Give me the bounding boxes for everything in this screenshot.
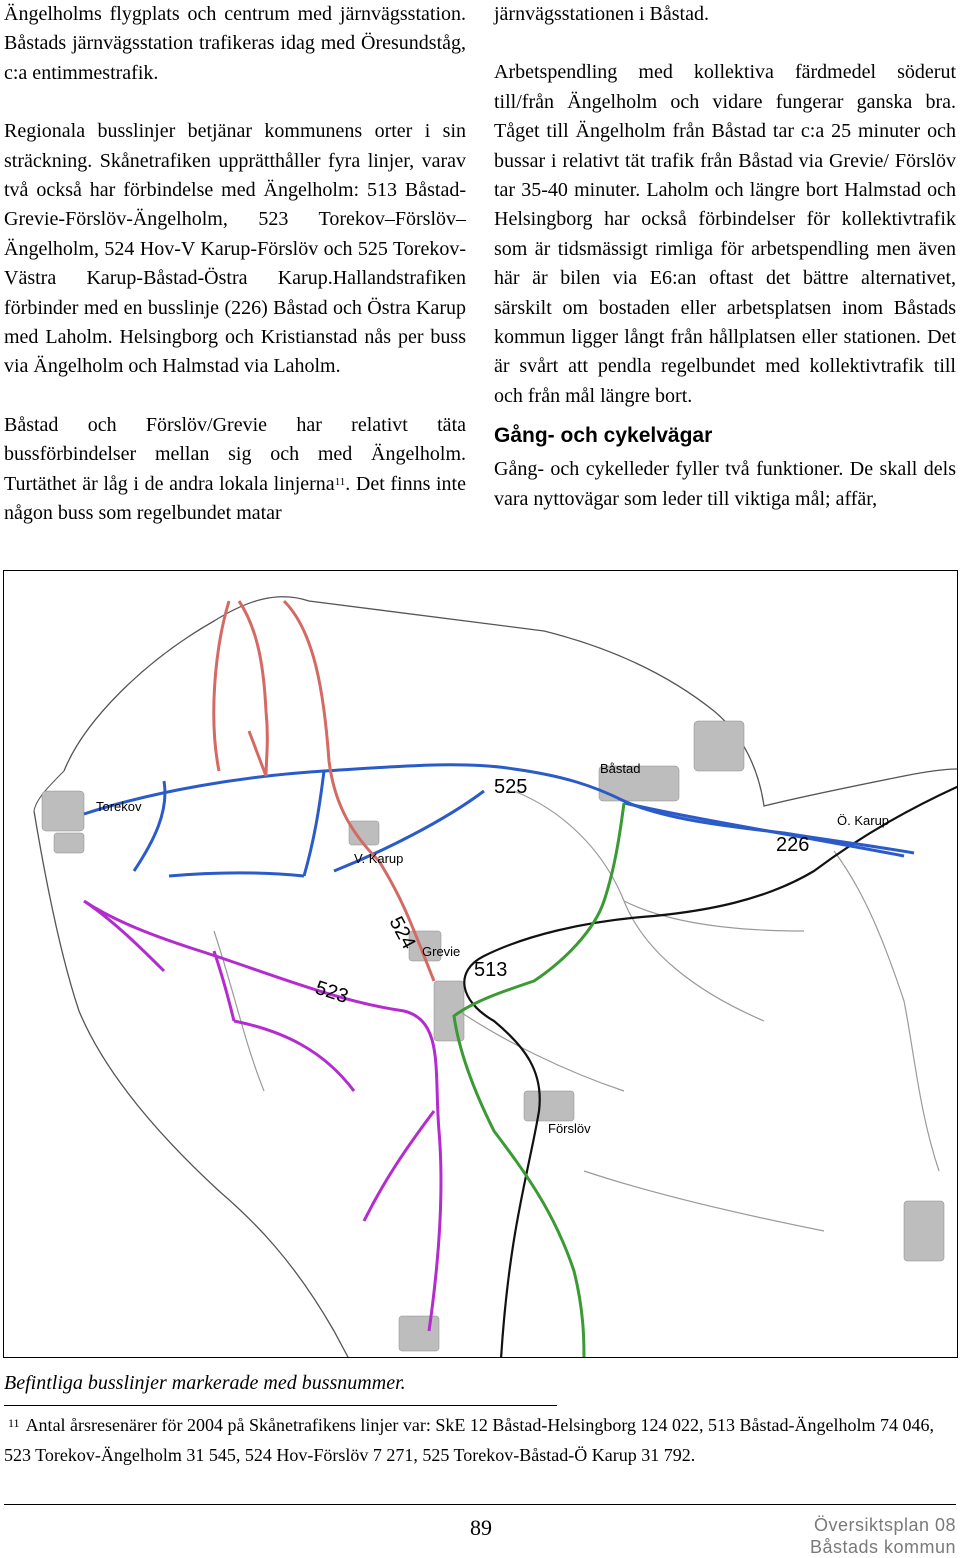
- place-label-bastad: Båstad: [600, 761, 641, 776]
- place-label-torekov: Torekov: [96, 799, 142, 814]
- route-label-226: 226: [776, 834, 810, 856]
- left-paragraph-2: Regionala busslinjer betjänar kommunens orter i sin sträckning. Skånetrafiken upprätthåller fyra linjer, varav två också har förbindelse med Ängelholm: 513 Båstad-Grevie-Förslöv-Ängelholm, 523 Torekov–Förslöv–Ängelholm, 524 Hov-V Karup-Förslöv och 525 Torekov-Västra Karup-Båstad-Östra Karup.Hallandstrafiken förbinder med en busslinje (226) Båstad och Östra Karup med Laholm. Helsingborg och Kristianstad nås per buss via Ängelholm och Halmstad via Laholm.: [4, 120, 466, 378]
- left-column: [4, 0, 466, 529]
- footnote-text: Antal årsresenärer för 2004 på Skånetrafikens linjer var: SkE 12 Båstad-Helsingborg 124 022, 513 Båstad-Ängelholm 74 046, 523 Torekov-Ängelholm 31 545, 524 Hov-Förslöv 7 271, 525 Torekov-Båstad-Ö Karup 31 792.: [4, 1415, 935, 1465]
- left-paragraph-1: Ängelholms flygplats och centrum med järnvägsstation. Båstads järnvägsstation trafikeras idag med Öresundståg, c:a entimmestrafik.: [4, 3, 466, 84]
- place-label-v-karup: V. Karup: [354, 851, 404, 866]
- footnote: [4, 1410, 939, 1470]
- publication-brand: [810, 1514, 956, 1558]
- route-label-524: 524: [384, 913, 420, 953]
- page-number: 89: [470, 1515, 492, 1540]
- right-paragraph-2: Arbetspendling med kollektiva färdmedel söderut till/från Ängelholm och vidare fungerar ganska bra. Tåget till Ängelholm från Båstad tar c:a 25 minuter och bussar i relativt tät trafik från Båstad via Grevie/ Förslöv tar 35-40 minuter. Laholm och längre bort Halmstad och Helsingborg har också förbindelser för kollektivtrafik som är tidsmässigt rimliga för arbetspendling men även här är bilen via E6:an oftast det bättre alternativet, särskilt om bostaden eller arbetsplatsen inom Båstads kommun ligger långt från hållplatsen eller stationen. Det är svårt att pendla regelbundet med kollektivtrafik till och från mål längre bort.: [494, 61, 956, 407]
- route-226-line: [624, 803, 904, 856]
- brand-municipality: Båstads kommun: [809, 1537, 956, 1557]
- right-paragraph-1: järnvägsstationen i Båstad.: [494, 3, 709, 25]
- page-footer-divider: [4, 1504, 956, 1505]
- right-column: [494, 0, 956, 514]
- footnote-divider: [4, 1405, 557, 1406]
- route-513-line: [454, 803, 624, 1358]
- route-label-525: 525: [494, 776, 528, 798]
- section-heading: Gång- och cykelvägar: [494, 424, 713, 448]
- railway-line: [464, 786, 958, 1358]
- right-paragraph-3: Gång- och cykelleder fyller två funktioner. De skall dels vara nyttovägar som leder till viktiga mål; affär,: [494, 458, 956, 510]
- footnote-number: 11: [8, 1416, 20, 1430]
- place-label-o-karup: Ö. Karup: [837, 813, 890, 828]
- place-label-forslov: Förslöv: [548, 1121, 591, 1136]
- left-paragraph-3-end: . Det finns inte någon buss som regelbundet matar: [4, 472, 466, 525]
- map-caption: Befintliga busslinjer markerade med bussnummer.: [4, 1372, 406, 1394]
- route-523-line: [84, 901, 441, 1331]
- left-paragraph-3-start: Båstad och Förslöv/Grevie har relativt täta bussförbindelser mellan sig och med Ängelholm. Turtäthet är låg i de andra lokala linjerna: [4, 413, 466, 495]
- left-paragraph-3: [4, 411, 466, 529]
- route-label-513: 513: [474, 959, 508, 981]
- secondary-roads: [214, 791, 939, 1231]
- map-canvas: [4, 571, 958, 1358]
- footnote-reference[interactable]: 11: [334, 475, 346, 488]
- brand-title: Översiktsplan 08: [813, 1515, 956, 1535]
- urban-areas: [42, 721, 944, 1351]
- place-label-grevie: Grevie: [422, 944, 461, 959]
- route-label-523: 523: [312, 976, 351, 1009]
- bus-route-map: [3, 570, 958, 1358]
